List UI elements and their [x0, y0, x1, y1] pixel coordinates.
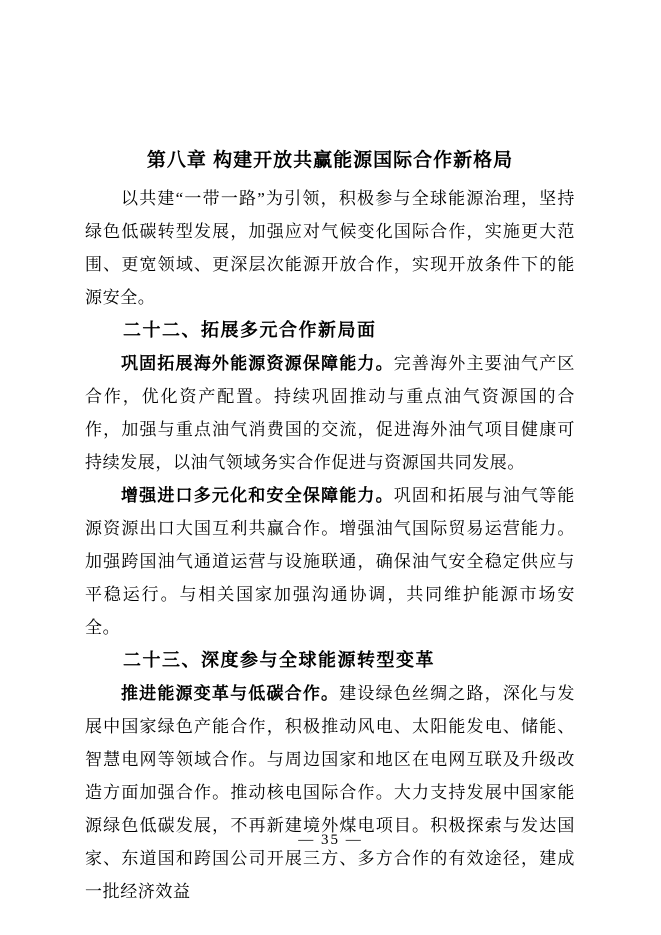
- paragraph-lead: 推进能源变革与低碳合作。: [121, 684, 340, 703]
- page-number: — 35 —: [298, 832, 363, 848]
- intro-paragraph-text: 以共建“一带一路”为引领，积极参与全球能源治理，坚持绿色低碳转型发展，加强应对气候变化国际合作，实施更大范围、更宽领域、更深层次能源开放合作，实现开放条件下的能源安全。: [85, 189, 575, 307]
- paragraph-text: 巩固和拓展与油气等能源资源出口大国互利共赢合作。增强油气国际贸易运营能力。加强跨国油气通道运营与设施联通，确保油气安全稳定供应与平稳运行。与相关国家加强沟通协调，共同维护能源市场安全。: [85, 486, 575, 637]
- paragraph-energy-transition: [85, 677, 575, 908]
- section-heading-23: 二十三、深度参与全球能源转型变革: [123, 650, 435, 670]
- intro-paragraph: [85, 182, 575, 314]
- paragraph-lead: 巩固拓展海外能源资源保障能力。: [121, 354, 394, 373]
- paragraph-text: 完善海外主要油气产区合作，优化资产配置。持续巩固推动与重点油气资源国的合作，加强与重点油气消费国的交流，促进海外油气项目健康可持续发展，以油气领域务实合作促进与资源国共同发展。: [85, 354, 575, 472]
- section-heading-22: 二十二、拓展多元合作新局面: [123, 320, 377, 340]
- paragraph-text: 建设绿色丝绸之路，深化与发展中国家绿色产能合作，积极推动风电、太阳能发电、储能、智慧电网等领域合作。与周边国家和地区在电网互联及升级改造方面加强合作。推动核电国际合作。大力支持发展中国家能源绿色低碳发展，不再新建境外煤电项目。积极探索与发达国家、东道国和跨国公司开展三方、多方合作的有效途径，建成一批经济效益: [85, 684, 575, 901]
- paragraph-lead: 增强进口多元化和安全保障能力。: [121, 486, 394, 505]
- paragraph-oil-gas-security: [85, 347, 575, 479]
- paragraph-import-diversification: [85, 479, 575, 644]
- chapter-title: 第八章 构建开放共赢能源国际合作新格局: [146, 150, 514, 171]
